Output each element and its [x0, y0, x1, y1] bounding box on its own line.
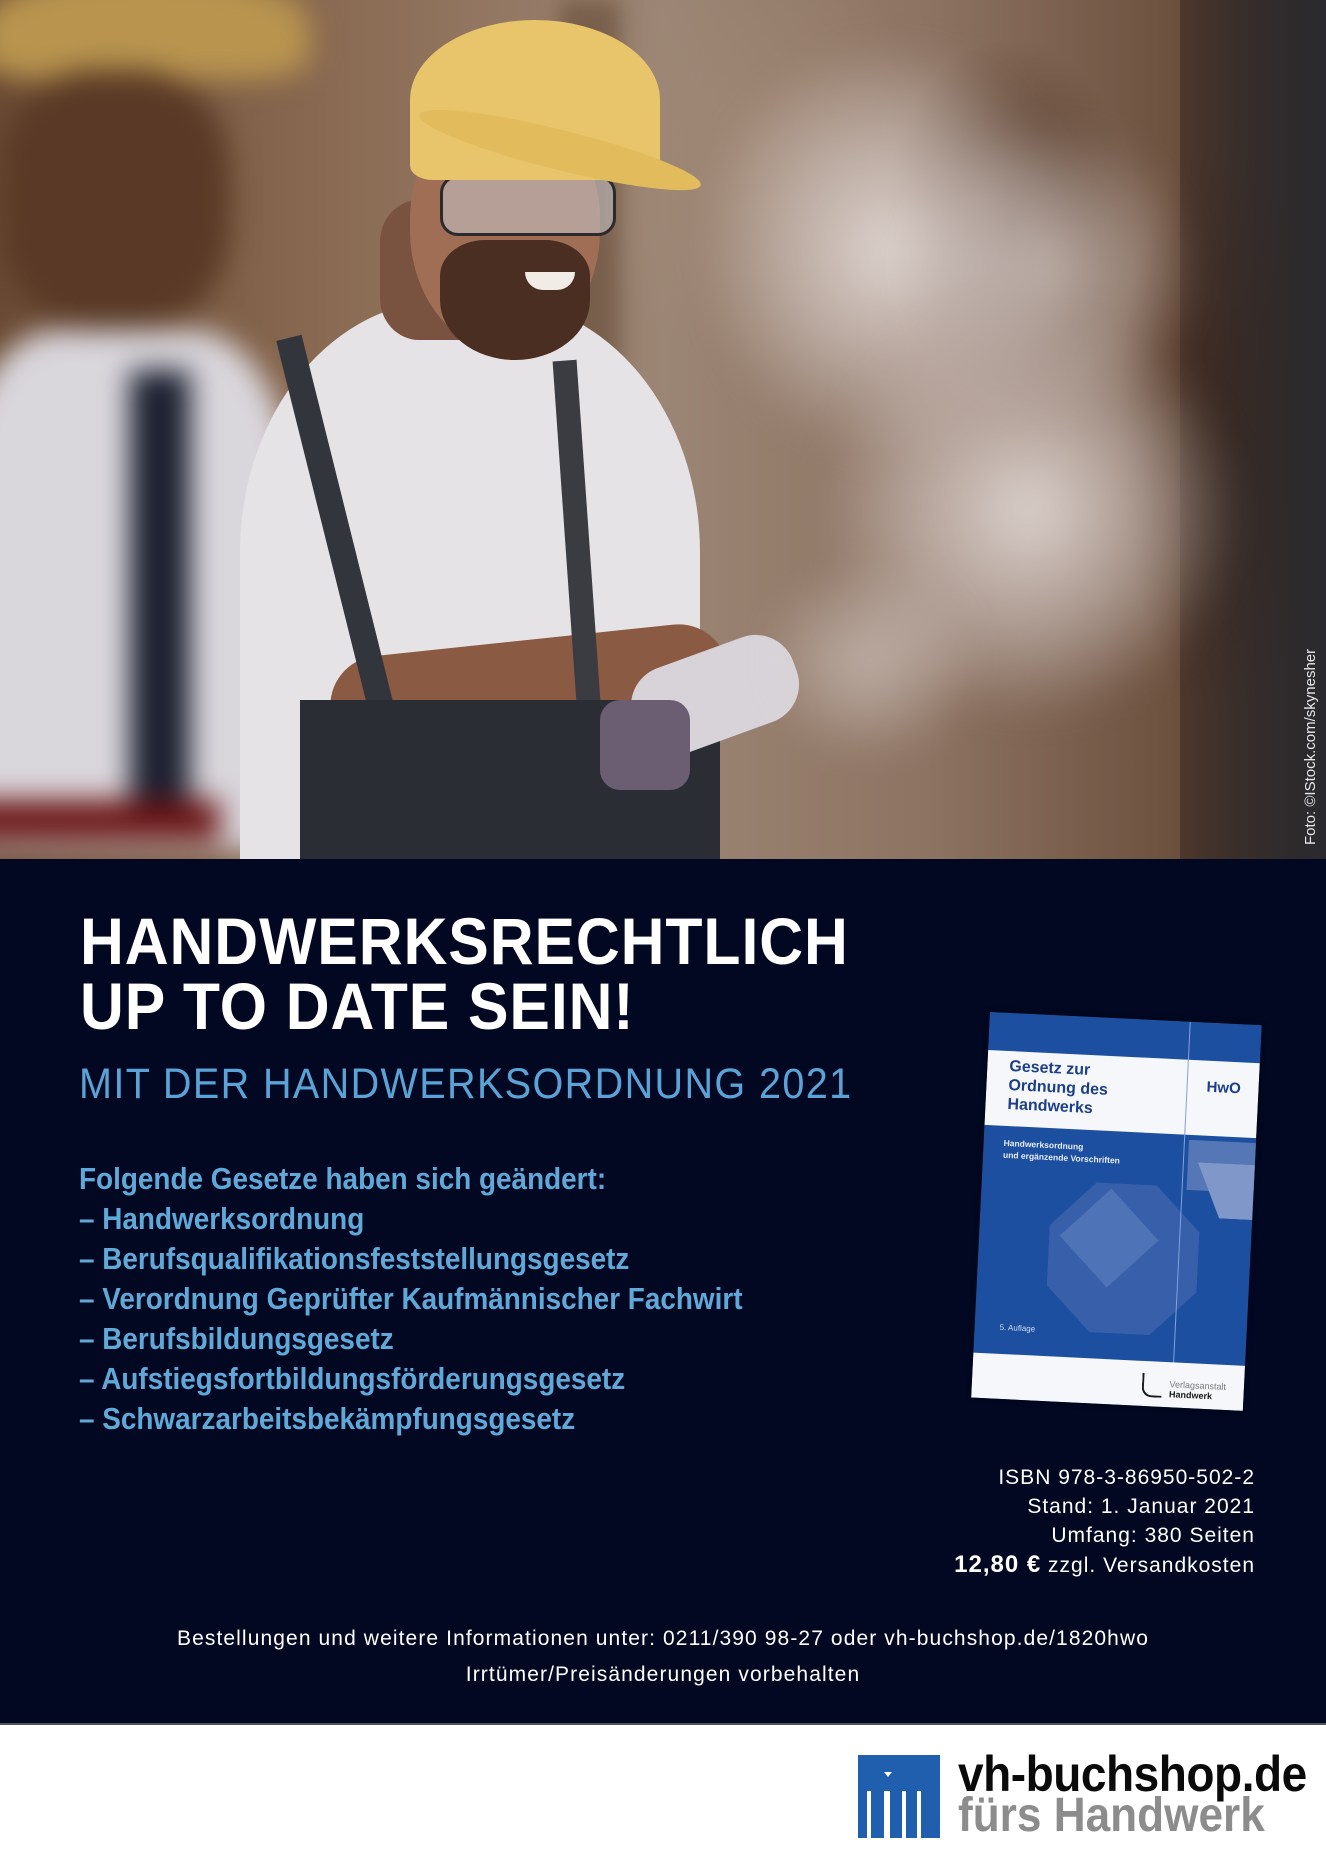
- headline-line-2: UP TO DATE SEIN!: [80, 969, 635, 1043]
- shipping-note: zzgl. Versandkosten: [1041, 1554, 1255, 1577]
- order-info[interactable]: Bestellungen und weitere Informationen unter: 0211/390 98-27 oder vh-buchshop.de/1820hwo: [176, 1627, 1150, 1650]
- logo-tagline: fürs Handwerk: [958, 1789, 1265, 1842]
- product-details: [954, 1463, 1255, 1580]
- book-subtitle: Handwerksordnung und ergänzende Vorschriften: [1002, 1137, 1121, 1166]
- list-item: – Verordnung Geprüfter Kaufmännischer Fachwirt: [79, 1281, 743, 1316]
- book-publisher: Verlagsanstalt Handwerk: [1168, 1379, 1227, 1402]
- book-abbreviation: HwO: [1206, 1078, 1242, 1098]
- changed-laws-list: [79, 1159, 743, 1439]
- promo-panel: [0, 859, 1326, 1723]
- buchshop-logo-icon: [858, 1755, 940, 1838]
- photo-dust-cloud: [900, 120, 1200, 420]
- logo-name: vh-buchshop.de: [958, 1746, 1307, 1802]
- hero-photo: [0, 0, 1326, 859]
- divider: [0, 1723, 1326, 1725]
- disclaimer: Irrtümer/Preisänderungen vorbehalten: [465, 1663, 861, 1686]
- book-title: Gesetz zur Ordnung des Handwerks: [1007, 1058, 1109, 1118]
- price: 12,80 €: [954, 1551, 1042, 1578]
- headline-line-1: HANDWERKSRECHTLICH: [80, 904, 849, 978]
- subheadline: MIT DER HANDWERKSORDNUNG 2021: [79, 1060, 853, 1108]
- publisher-logo-icon: [1141, 1373, 1162, 1398]
- vh-buchshop-logo[interactable]: [858, 1746, 1307, 1845]
- photo-credit: Foto: ©IStock.com/skynesher: [1302, 648, 1319, 845]
- list-item: – Aufstiegsfortbildungsförderungsgesetz: [79, 1361, 626, 1396]
- headline: [80, 904, 849, 1043]
- book-cover[interactable]: [971, 1012, 1262, 1411]
- price-line: [954, 1550, 1255, 1580]
- list-item: – Berufsqualifikationsfeststellungsgesetz: [79, 1241, 630, 1276]
- list-item: – Schwarzarbeitsbekämpfungsgesetz: [79, 1401, 576, 1436]
- stand-date: Stand: 1. Januar 2021: [1027, 1495, 1255, 1518]
- photo-dust-cloud: [760, 560, 980, 760]
- changed-laws-intro: Folgende Gesetze haben sich geändert:: [79, 1161, 607, 1196]
- page-count: Umfang: 380 Seiten: [1051, 1524, 1255, 1547]
- list-item: – Berufsbildungsgesetz: [79, 1321, 394, 1356]
- book-edition: 5. Auflage: [999, 1322, 1036, 1334]
- isbn: ISBN 978-3-86950-502-2: [998, 1466, 1255, 1489]
- list-item: – Handwerksordnung: [79, 1201, 365, 1236]
- photo-main-worker: [240, 0, 800, 859]
